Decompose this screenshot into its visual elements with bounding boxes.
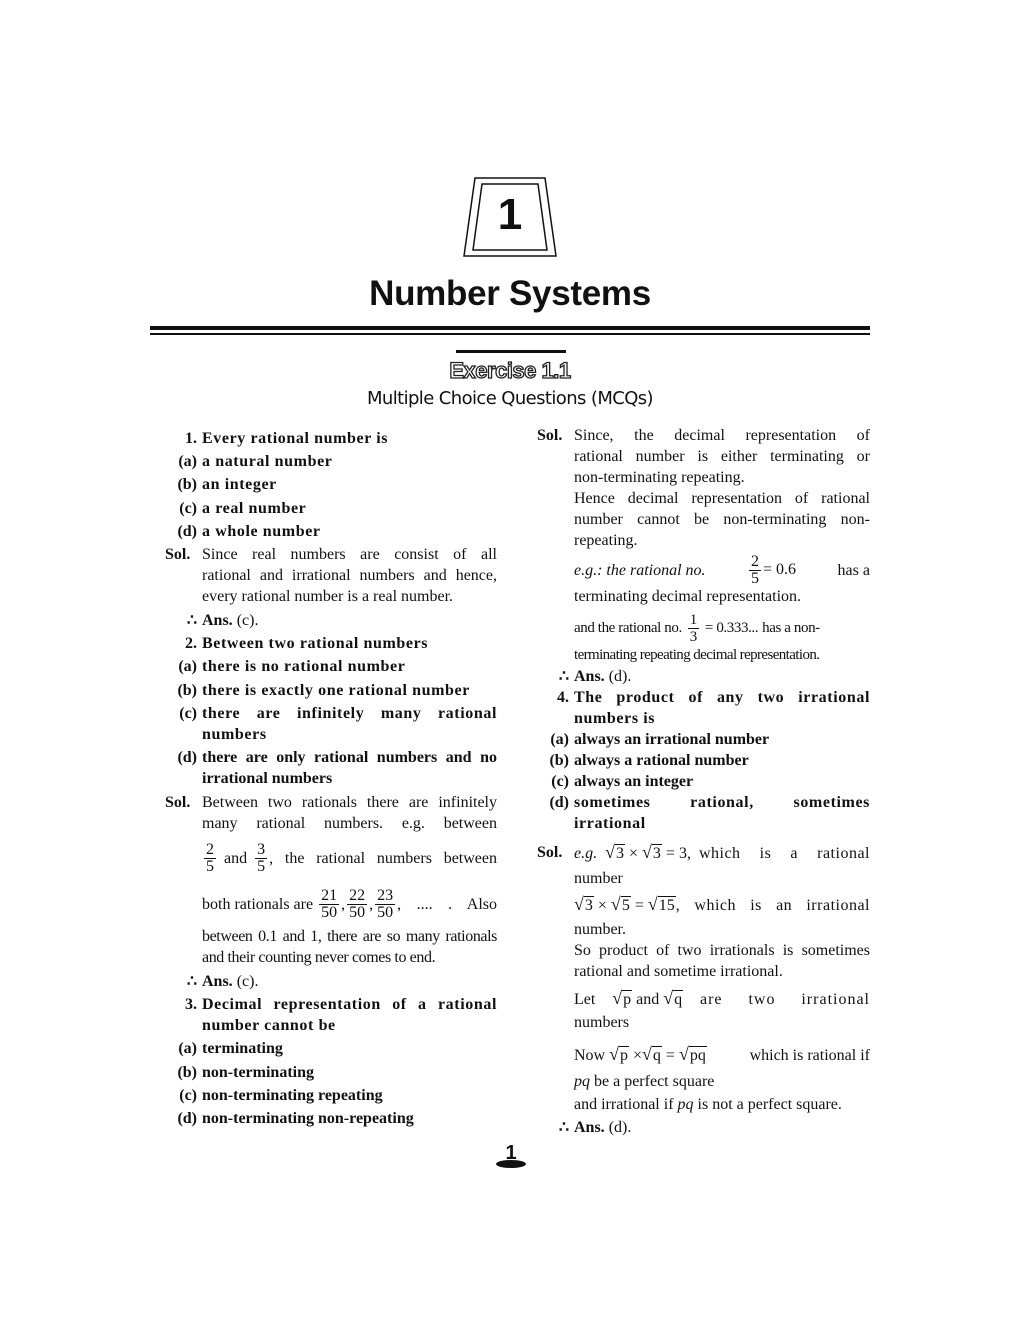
option-b: there is exactly one rational number [202,682,470,699]
answer-label: Ans. [202,612,233,629]
solution-line: Between two rationals there are infinitely [202,794,497,811]
option-label: (b) [549,752,569,769]
option-c [202,703,497,745]
therefore-symbol: ∴ [558,1119,569,1136]
fraction: $\frac{3}{5}$ [257,841,266,875]
answer-value: (d). [608,1119,632,1136]
fraction: $\frac{21}{50}$ [321,887,338,921]
exercise-subtitle: Multiple Choice Questions (MCQs) [366,388,653,409]
option-d: a whole number [202,523,321,540]
option-a: a natural number [202,453,333,470]
chapter-number: 1 [497,190,523,239]
fraction: $\frac{2}{5}$ [751,553,760,587]
option-label: (a) [178,453,197,470]
option-label: (c) [179,500,197,517]
question-text: Between two rational numbers [202,635,429,652]
solution-text: Since, the decimal representation of rational number is either terminating or non-terminating repeating. Hence decimal representation of rational number cannot be non-terminating non- repeating. [574,427,870,549]
option-label: (c) [179,1087,197,1104]
solution-line: Since real numbers are consist of all [202,546,497,563]
option-a: terminating [202,1040,283,1057]
example-line: terminating decimal representation. [574,588,802,605]
solution-text [202,792,497,834]
answer-value: (d). [608,668,632,685]
option-label: (d) [177,1110,197,1127]
option-c: a real number [202,500,307,517]
question-number: 1. [185,430,197,447]
option-label: (c) [179,705,197,722]
therefore-symbol: ∴ [186,973,197,990]
chapter-title: Number Systems [369,274,651,313]
example-line: and the rational no. $\frac{1}{3}$ = 0.333... has a non- [574,612,820,645]
title-rule-thin [150,333,870,335]
solution-text: number. So product of two irrationals is sometimes rational and sometime irrational. [574,921,870,980]
question-number: 4. [557,689,569,706]
exercise-rule [456,350,566,353]
therefore-symbol: ∴ [186,612,197,629]
option-a: always an irrational number [574,731,770,748]
fraction-line [202,842,497,875]
option-label: (d) [177,749,197,766]
answer-value: (c). [236,973,259,990]
option-label: (b) [177,682,197,699]
example-line: e.g.: the rational no. $\frac{2}{5}$ = 0.6 has a [574,553,870,587]
text: , the rational numbers between [269,850,497,867]
fraction: $\frac{23}{50}$ [377,887,394,921]
option-label: (d) [549,794,569,811]
option-label: (b) [177,1064,197,1081]
solution-label: Sol. [537,844,563,861]
option-label: (b) [177,476,197,493]
option-b: non-terminating [202,1064,314,1081]
option-d: sometimes rational, sometimes irrational [574,794,870,832]
question-text: The product of any two irrational numbers is [574,689,870,727]
solution-line: pq be a perfect square [574,1073,715,1090]
answer-label: Ans. [202,973,233,990]
solution-line: and their counting never comes to end. [202,949,436,966]
solution-line: many rational numbers. e.g. between [202,815,497,832]
option-b: an integer [202,476,277,493]
solution-line: e.g. √ 3 × √ 3 = 3, which is a rational [574,842,870,864]
solution-line: rational and irrational numbers and hence, [202,567,497,584]
option-line: there are only rational numbers and no [202,749,497,766]
sqrt-3: √ 3 [605,842,625,864]
option-line: irrational numbers [202,770,333,787]
option-d: non-terminating non-repeating [202,1110,414,1127]
option-c: non-terminating repeating [202,1087,383,1104]
text: and [224,850,248,867]
solution-line: Now √ p ×√ q = √ pq which is rational if [574,1044,870,1066]
option-d [202,747,497,789]
page-number: 1 [505,1142,517,1164]
solution-line: and irrational if pq is not a perfect square. [574,1096,842,1113]
option-label: (c) [551,773,569,790]
answer-label: Ans. [574,668,605,685]
option-b: always a rational number [574,752,749,769]
question-number: 3. [185,996,197,1013]
fraction: $\frac{2}{5}$ [206,841,214,875]
option-line: there are infinitely many rational [202,705,497,722]
solution-label: Sol. [165,546,191,563]
solution-line: every rational number is a real number. [202,588,454,605]
option-label: (a) [178,658,197,675]
therefore-symbol: ∴ [558,668,569,685]
answer-value: (c). [236,612,259,629]
option-label: (a) [178,1040,197,1057]
question-text: Every rational number is [202,430,389,447]
fraction-line: both rationals are $\frac{21}{50}$ , $\frac{22}{50}$ , $\frac{23}{50}$ , .... . Also [202,887,497,921]
question-text: Decimal representation of a rational number cannot be [202,996,497,1034]
solution-label: Sol. [537,427,563,444]
solution-text [202,544,497,607]
title-rule-thick [150,326,870,330]
solution-text [202,926,497,968]
fraction: $\frac{22}{50}$ [349,887,366,921]
option-label: (d) [177,523,197,540]
exercise-title: Exercise 1.1 [449,358,571,383]
text: both rationals are [202,896,314,913]
solution-line: between 0.1 and 1, there are so many rationals [202,928,497,945]
solution-line: √ 3 × √ 5 = √ 15 , which is an irrational [574,894,870,916]
option-c: always an integer [574,773,694,790]
solution-line: number [574,870,623,887]
question-number: 2. [185,635,197,652]
text: , .... . Also [397,896,497,913]
option-label: (a) [550,731,569,748]
answer-label: Ans. [574,1119,605,1136]
fraction: $\frac{1}{3}$ [689,612,697,645]
option-line: numbers [202,726,267,743]
sqrt-3: √ 3 [642,842,662,864]
option-a: there is no rational number [202,658,406,675]
solution-label: Sol. [165,794,191,811]
solution-line: numbers [574,1014,630,1031]
solution-line: Let √ p and √ q are two irrational [574,988,870,1010]
example-line: terminating repeating decimal representation. [574,647,820,663]
